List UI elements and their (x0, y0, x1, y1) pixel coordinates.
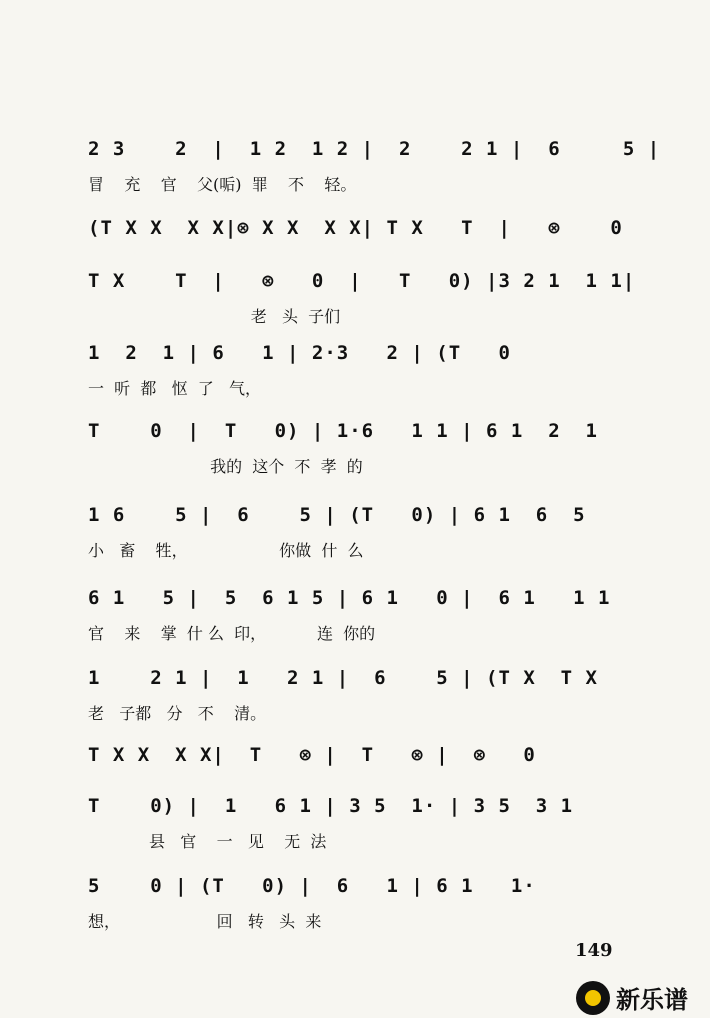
score-lyrics: 小 畜 牲， 你做 什 么 (88, 541, 364, 560)
score-notes: T X T | ⊗ 0 | T 0) |3 2 1 1 1| (88, 270, 636, 292)
score-system-7 (0, 585, 710, 669)
score-lyrics: 我的 这个 不 孝 的 (88, 457, 363, 476)
score-notes: 2 3 2 | 1 2 1 2 | 2 2 1 | 6 5 | (88, 138, 661, 160)
score-lyrics: 想， 回 转 头 来 (88, 912, 322, 931)
score-notes: T 0) | 1 6 1 | 3 5 1· | 3 5 3 1 (88, 795, 574, 817)
score-notes: 1 2 1 | 1 2 1 | 6 5 | (T X T X (88, 667, 611, 689)
score-lyrics: 冒 充 官 父(㖃) 罪 不 轻。 (88, 175, 357, 194)
score-notes: T X X X X| T ⊗ | T ⊗ | ⊗ 0 (88, 744, 549, 766)
brand-name: 新乐谱 (616, 986, 688, 1014)
score-lyrics: 县 官 一 见 无 法 (88, 832, 327, 851)
score-system-6 (0, 502, 710, 586)
brand-logo (576, 980, 688, 1015)
score-system-5 (0, 418, 710, 502)
score-lyrics: 官 来 掌 什 么 印， 连 你的 (88, 624, 376, 643)
score-notes: T 0 | T 0) | 1·6 1 1 | 6 1 2 1 (88, 420, 611, 442)
score-lyrics: 一 听 都 怄 了 气， (88, 379, 262, 398)
score-lyrics: 老 子都 分 不 清。 (88, 704, 267, 723)
page-number: 149 (575, 940, 613, 961)
score-system-4 (0, 340, 710, 424)
score-notes: 5 0 | (T 0) | 6 1 | 6 1 1· (88, 875, 536, 897)
score-lyrics: 老 头 子们 (88, 307, 341, 326)
score-notes: 1 6 5 | 6 5 | (T 0) | 6 1 6 5 (88, 504, 598, 526)
score-notes: (T X X X X|⊗ X X X X| T X T | ⊗ 0 (88, 217, 636, 239)
score-notes: 6 1 5 | 5 6 1 5 | 6 1 0 | 6 1 1 1 (88, 587, 611, 609)
score-system-10 (0, 793, 710, 877)
score-notes: 1 2 1 | 6 1 | 2·3 2 | (T 0 (88, 342, 524, 364)
score-system-1 (0, 136, 710, 220)
score-system-8 (0, 665, 710, 749)
music-disc-icon (576, 981, 610, 1015)
